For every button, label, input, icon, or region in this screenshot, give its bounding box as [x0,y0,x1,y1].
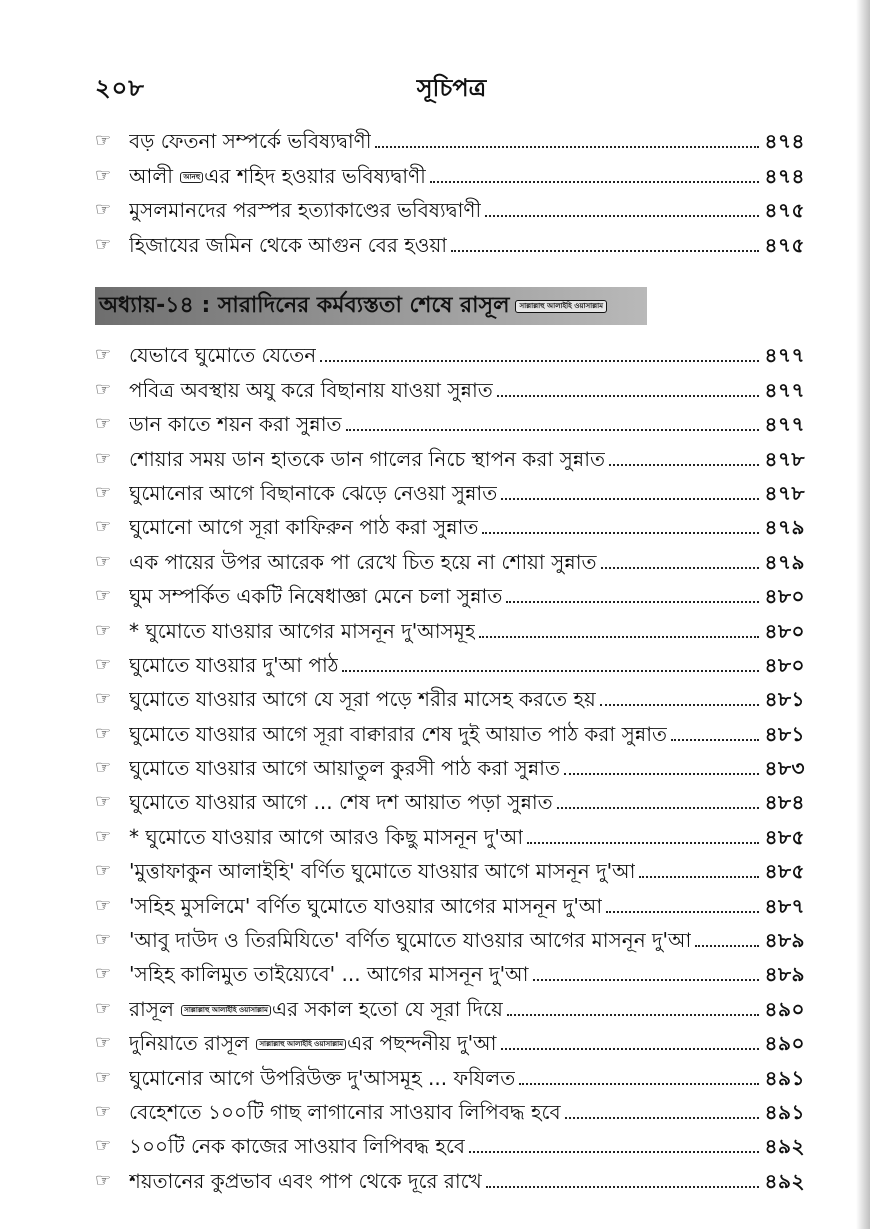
dot-leader [639,876,758,878]
dot-leader [479,636,758,638]
toc-entry[interactable] [95,987,805,1021]
pointing-hand-icon: ☞ [95,860,112,882]
toc-entry-title [129,583,502,609]
toc-entry[interactable] [95,1022,805,1056]
toc-entry-title [129,1133,465,1159]
toc-entry[interactable] [95,154,805,188]
toc-entry-title [129,1065,515,1091]
pointing-hand-icon: ☞ [95,1169,112,1191]
page-number: ২০৮ [95,74,145,102]
toc-entry-title-text: দুনিয়াতে রাসূল [129,1031,250,1056]
pointing-hand-icon: ☞ [95,1100,112,1122]
toc-page-number: ৪৭৫ [764,232,805,257]
dot-leader [486,1186,759,1188]
dot-leader [533,979,759,981]
pointing-hand-icon: ☞ [95,130,112,152]
toc-entry[interactable] [95,1125,805,1159]
toc-page-number: ৪৭৯ [764,549,805,574]
page-header [95,70,808,104]
toc-page-number: ৪৯১ [764,1099,805,1124]
honorific-calligraphy: আনহু [180,172,203,183]
toc-page-number: ৪৮০ [764,584,805,609]
toc-entry[interactable] [95,815,805,849]
toc-main-list [95,334,805,1194]
toc-entry-title-text: ঘুমোতে যাওয়ার আগে ... শেষ দশ আয়াত পড়া সুন্নাত [129,790,553,815]
toc-entry-title-text: ঘুম সম্পর্কিত একটি নিষেধাজ্ঞা মেনে চলা সুন্নাত [129,584,503,609]
toc-page-number: ৪৭৭ [764,343,805,368]
toc-entry[interactable] [95,506,805,540]
toc-entry-title-text: ঘুমোতে যাওয়ার আগে যে সূরা পড়ে শরীর মাসেহ করতে হয় [129,687,596,712]
toc-entry[interactable] [95,1056,805,1090]
toc-entry-title [129,618,475,644]
pointing-hand-icon: ☞ [95,688,112,710]
toc-page-number: ৪৯০ [764,1031,805,1056]
toc-entry[interactable] [95,712,805,746]
toc-entry-title-text: আলী [129,163,173,188]
toc-entry[interactable] [95,1091,805,1125]
toc-entry-title-text: ঘুমোনোর আগে উপরিউক্ত দু'আসমূহ ... ফযিলত [129,1065,516,1090]
pointing-hand-icon: ☞ [95,997,112,1019]
toc-entry-title [129,232,447,258]
page-title: সূচিপত্র [416,74,487,102]
pointing-hand-icon: ☞ [95,164,112,186]
toc-entry-title-text: বড় ফেতনা সম্পর্কে ভবিষ্যদ্বাণী [129,129,372,154]
toc-entry-title [129,961,529,987]
toc-entry[interactable] [95,609,805,643]
toc-entry[interactable] [95,472,805,506]
toc-entry[interactable] [95,919,805,953]
toc-entry-title [129,163,426,189]
honorific-calligraphy: সাল্লাল্লাহু আলাইহি ওয়াসাল্লাম [181,1005,271,1016]
toc-entry-title-text: পবিত্র অবস্থায় অযু করে বিছানায় যাওয়া সুন্নাত [129,377,493,402]
toc-page-number: ৪৯১ [764,1065,805,1090]
toc-entry-title [129,858,635,884]
dot-leader [600,704,759,706]
toc-entry-title-text: ঘুমোতে যাওয়ার আগে সূরা বাক্বারার শেষ দুই আয়াত পাঠ করা সুন্নাত [129,721,668,746]
toc-entry[interactable] [95,747,805,781]
toc-entry-title-text: 'আবু দাউদ ও তিরমিযিতে' বর্ণিত ঘুমোতে যাওয়ার আগের মাসনূন দু'আ [129,928,692,953]
toc-entry-title-text: শোয়ার সময় ডান হাতকে ডান গালের নিচে স্থাপন করা সুন্নাত [129,446,606,471]
pointing-hand-icon: ☞ [95,757,112,779]
dot-leader [501,498,758,500]
toc-entry-title [129,514,478,540]
pointing-hand-icon: ☞ [95,1032,112,1054]
toc-entry-title [129,755,560,781]
pointing-hand-icon: ☞ [95,929,112,951]
dot-leader [695,945,758,947]
dot-leader [346,429,759,431]
toc-entry-title-text: ঘুমোতে যাওয়ার দু'আ পাঠ [129,652,339,677]
pointing-hand-icon: ☞ [95,722,112,744]
toc-entry[interactable] [95,850,805,884]
dot-leader [606,911,758,913]
toc-entry[interactable] [95,120,805,154]
toc-page-number: ৪৯০ [764,996,805,1021]
dot-leader [482,532,758,534]
toc-entry-title-text: শয়তানের কুপ্রভাব এবং পাপ থেকে দূরে রাখে [129,1168,482,1193]
toc-page-number: ৪৭৭ [764,412,805,437]
toc-page-number: ৪৯২ [764,1134,805,1159]
dot-leader [564,773,759,775]
dot-leader [557,807,759,809]
dot-leader [527,842,758,844]
toc-entry-title-text: এর পছন্দনীয় দু'আ [347,1031,497,1056]
toc-entry-title-text: 'সহিহ কালিমুত তাইয়্যেবে' ... আগের মাসনূন দু'আ [129,962,529,987]
toc-page-number: ৪৮৫ [764,859,805,884]
toc-entry-title [129,128,371,154]
dot-leader [451,250,758,252]
toc-entry-title [129,1168,482,1194]
pointing-hand-icon: ☞ [95,1066,112,1088]
toc-entry[interactable] [95,223,805,257]
dot-leader [497,395,759,397]
dot-leader [375,146,758,148]
toc-entry[interactable] [95,540,805,574]
pointing-hand-icon: ☞ [95,199,112,221]
toc-page-number: ৪৭৪ [764,163,805,188]
dot-leader [342,670,758,672]
toc-entry-title [129,197,481,223]
pointing-hand-icon: ☞ [95,894,112,916]
toc-page-number: ৪৮৯ [764,962,805,987]
toc-entry-title [129,446,605,472]
toc-entry-title-text: মুসলমানদের পরস্পর হত্যাকাণ্ডের ভবিষ্যদ্বাণী [129,198,482,223]
toc-page-number: ৪৭৭ [764,377,805,402]
pointing-hand-icon: ☞ [95,963,112,985]
dot-leader [519,1083,758,1085]
toc-entry-title [129,377,493,403]
toc-entry-title [129,342,316,368]
toc-entry-title-text: রাসূল [129,996,174,1021]
toc-page-number: ৪৭৮ [764,480,805,505]
toc-entry[interactable] [95,781,805,815]
toc-entry-title-text: যেভাবে ঘুমোতে যেতেন [129,343,317,368]
dot-leader [430,181,759,183]
toc-entry-title-text: ঘুমোনো আগে সূরা কাফিরুন পাঠ করা সুন্নাত [129,515,479,540]
toc-entry[interactable] [95,644,805,678]
toc-entry-title [129,686,596,712]
dot-leader [671,739,759,741]
toc-page-number: ৪৮৪ [764,790,805,815]
toc-entry[interactable] [95,1159,805,1193]
pointing-hand-icon: ☞ [95,344,112,366]
toc-entry-title [129,1030,497,1056]
pointing-hand-icon: ☞ [95,233,112,255]
toc-entry[interactable] [95,953,805,987]
pointing-hand-icon: ☞ [95,413,112,435]
dot-leader [501,1048,759,1050]
page-edge-shadow [856,0,870,1229]
pointing-hand-icon: ☞ [95,481,112,503]
toc-entry[interactable] [95,678,805,712]
toc-entry-title-text: * ঘুমোতে যাওয়ার আগের মাসনূন দু'আসমূহ [129,618,476,643]
pointing-hand-icon: ☞ [95,825,112,847]
toc-page-number: ৪৭৯ [764,515,805,540]
toc-page-number: ৪৮০ [764,618,805,643]
toc-page-number: ৪৭৫ [764,198,805,223]
toc-entry-title-text: এর শহিদ হওয়ার ভবিষ্যদ্বাণী [204,163,426,188]
toc-entry[interactable] [95,189,805,223]
pointing-hand-icon: ☞ [95,619,112,641]
dot-leader [507,1014,759,1016]
pointing-hand-icon: ☞ [95,550,112,572]
toc-page-number: ৪৮৭ [764,893,805,918]
toc-entry-title-text: ঘুমোনোর আগে বিছানাকে ঝেড়ে নেওয়া সুন্নাত [129,480,498,505]
toc-entry-title-text: এর সকাল হতো যে সূরা দিয়ে [271,996,503,1021]
toc-page-number: ৪৯২ [764,1168,805,1193]
chapter-heading [95,287,647,325]
toc-entry-title [129,927,691,953]
pointing-hand-icon: ☞ [95,653,112,675]
toc-entry-title-text: ঘুমোতে যাওয়ার আগে আয়াতুল কুরসী পাঠ করা সুন্নাত [129,756,560,781]
toc-page-number: ৪৭৮ [764,446,805,471]
toc-entry-title [129,549,597,575]
toc-entry-title-text: বেহেশতে ১০০টি গাছ লাগানোর সাওয়াব লিপিবদ্ধ হবে [129,1099,561,1124]
toc-entry[interactable] [95,403,805,437]
pointing-hand-icon: ☞ [95,447,112,469]
pointing-hand-icon: ☞ [95,1135,112,1157]
toc-entry[interactable] [95,334,805,368]
dot-leader [565,1117,759,1119]
toc-entry-title-text: 'মুত্তাফাকুন আলাইহি' বর্ণিত ঘুমোতে যাওয়ার আগে মাসনূন দু'আ [129,859,636,884]
dot-leader [609,464,759,466]
toc-top-list [95,120,805,258]
toc-entry-title-text: * ঘুমোতে যাওয়ার আগে আরও কিছু মাসনূন দু'আ [129,824,524,849]
toc-page-number: ৪৮১ [764,721,805,746]
pointing-hand-icon: ☞ [95,516,112,538]
toc-entry-title [129,652,338,678]
pointing-hand-icon: ☞ [95,791,112,813]
pointing-hand-icon: ☞ [95,585,112,607]
honorific-calligraphy: সাল্লাল্লাহু আলাইহি ওয়াসাল্লাম [256,1039,346,1050]
toc-entry[interactable] [95,575,805,609]
dot-leader [485,215,758,217]
toc-page-number: ৪৮৩ [764,756,805,781]
toc-entry[interactable] [95,368,805,402]
toc-entry-title [129,893,602,919]
dot-leader [506,601,758,603]
toc-entry-title [129,480,497,506]
toc-entry-title [129,824,523,850]
toc-entry-title-text: হিজাযের জমিন থেকে আগুন বের হওয়া [129,232,448,257]
toc-entry-title [129,789,553,815]
toc-entry[interactable] [95,884,805,918]
dot-leader [320,360,758,362]
toc-entry-title-text: ১০০টি নেক কাজের সাওয়াব লিপিবদ্ধ হবে [129,1134,466,1159]
honorific-calligraphy: সাল্লাল্লাহু আলাইহি ওয়াসাল্লাম [515,300,607,313]
toc-entry-title [129,411,342,437]
chapter-title: অধ্যায়-১৪ : সারাদিনের কর্মব্যস্ততা শেষে রাসূল [99,292,510,318]
pointing-hand-icon: ☞ [95,378,112,400]
dot-leader [469,1151,759,1153]
toc-entry-title-text: 'সহিহ মুসলিমে' বর্ণিত ঘুমোতে যাওয়ার আগের মাসনূন দু'আ [129,893,603,918]
dot-leader [601,567,759,569]
toc-page-number: ৪৮০ [764,652,805,677]
toc-page-number: ৪৭৪ [764,129,805,154]
toc-entry[interactable] [95,437,805,471]
toc-entry-title [129,1099,561,1125]
toc-entry-title [129,996,503,1022]
toc-page-number: ৪৮৫ [764,824,805,849]
toc-page-number: ৪৮৯ [764,928,805,953]
toc-entry-title-text: ডান কাতে শয়ন করা সুন্নাত [129,412,342,437]
toc-page-number: ৪৮১ [764,687,805,712]
toc-entry-title-text: এক পায়ের উপর আরেক পা রেখে চিত হয়ে না শোয়া সুন্নাত [129,549,597,574]
toc-entry-title [129,721,667,747]
